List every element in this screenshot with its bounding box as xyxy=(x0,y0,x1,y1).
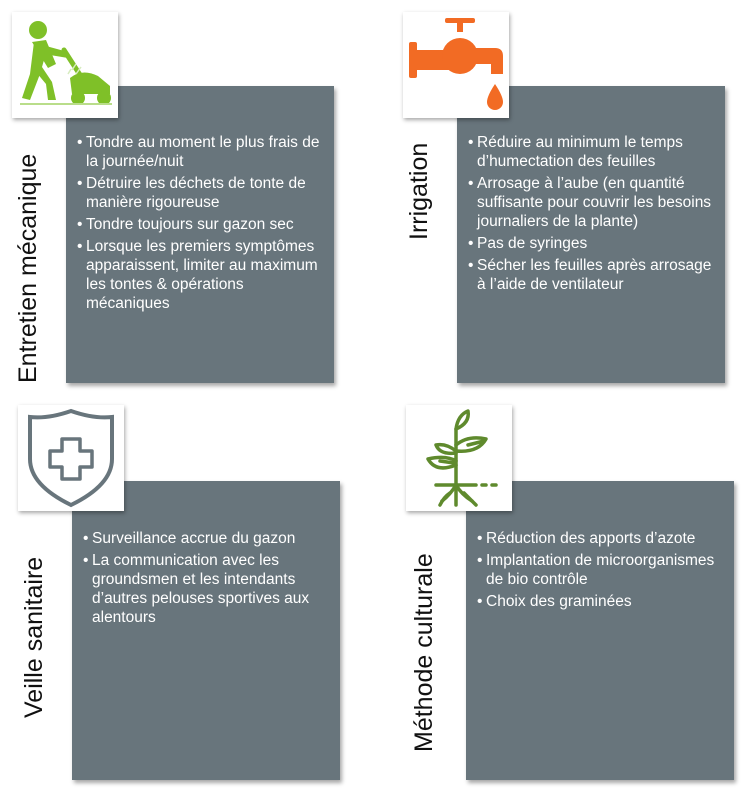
list-item: • Arrosage à l’aube (en quantité suffisante pour couvrir les besoins journaliers de la plante) xyxy=(468,174,720,231)
list-item: • Sécher les feuilles après arrosage à l’aide de ventilateur xyxy=(468,256,720,294)
list-item: • Implantation de microorganismes de bio contrôle xyxy=(477,551,729,589)
content-panel xyxy=(466,481,734,780)
icon-tile xyxy=(406,405,512,511)
quadrant-title: Entretien mécanique xyxy=(14,153,42,383)
list-item: • Surveillance accrue du gazon xyxy=(83,529,337,548)
quadrant-title: Irrigation xyxy=(405,142,433,240)
quadrant-title: Méthode culturale xyxy=(410,553,438,752)
list-item: • Pas de syringes xyxy=(468,234,720,253)
list-item: • Tondre toujours sur gazon sec xyxy=(77,215,329,234)
list-item: • Lorsque les premiers symptômes apparaissent, limiter au maximum les tontes & opérations mécaniques xyxy=(77,237,329,313)
list-item: • Détruire les déchets de tonte de manière rigoureuse xyxy=(77,174,329,212)
quadrant-title: Veille sanitaire xyxy=(20,556,48,718)
list-item: • Réduction des apports d’azote xyxy=(477,529,729,548)
list-item: • Tondre au moment le plus frais de la journée/nuit xyxy=(77,133,329,171)
bullet-list xyxy=(477,529,729,614)
list-item: • Réduire au minimum le temps d’humectation des feuilles xyxy=(468,133,720,171)
list-item: • Choix des graminées xyxy=(477,592,729,611)
plant-sprout-icon xyxy=(406,405,512,511)
list-item: • La communication avec les groundsmen et les intendants d’autres pelouses sportives aux alentours xyxy=(83,551,337,627)
